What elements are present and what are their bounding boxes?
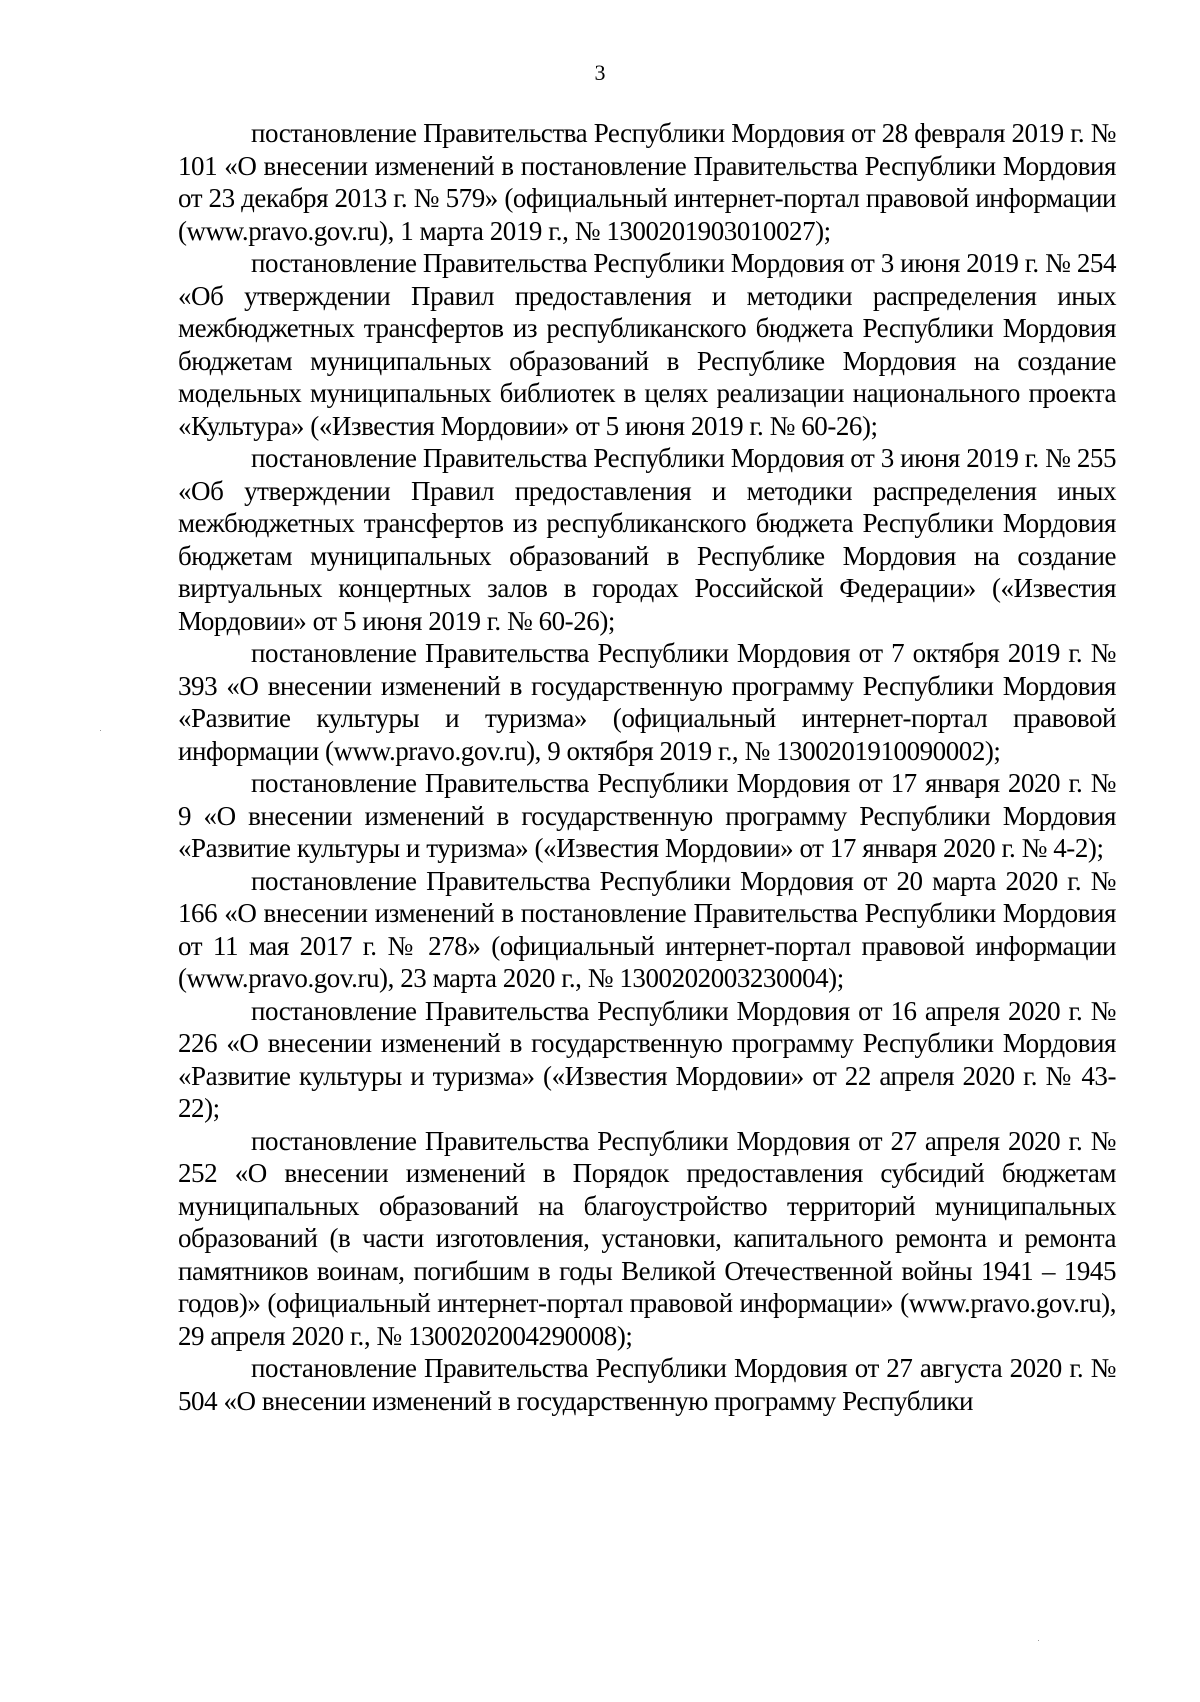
list-item: постановление Правительства Республики Мордовия от 16 апреля 2020 г. № 226 «О внесении изменений в государственную программу Республики Мордовия «Развитие культуры и туризма» («Известия Мордовии» от 22 апреля 2020 г. № 43-22); bbox=[178, 995, 1116, 1123]
scan-speck bbox=[1038, 1640, 1039, 1641]
document-body bbox=[178, 117, 1116, 1417]
list-item: постановление Правительства Республики Мордовия от 7 октября 2019 г. № 393 «О внесении изменений в государственную программу Республики Мордовия «Развитие культуры и туризма» (официальный интернет-портал правовой информации (www.pravo.gov.ru), 9 октября 2019 г., № 1300201910090002); bbox=[178, 638, 1116, 766]
page-number: 3 bbox=[594, 60, 606, 85]
list-item: постановление Правительства Республики Мордовия от 3 июня 2019 г. № 255 «Об утверждении Правил предоставления и методики распределения иных межбюджетных трансфертов из республиканского бюджета Республики Мордовия бюджетам муниципальных образований в Республике Мордовия на создание виртуальных концертных залов в городах Российской Федерации» («Известия Мордовии» от 5 июня 2019 г. № 60-26); bbox=[178, 443, 1116, 636]
list-item: постановление Правительства Республики Мордовия от 17 января 2020 г. № 9 «О внесении изменений в государственную программу Республики Мордовия «Развитие культуры и туризма» («Известия Мордовии» от 17 января 2020 г. № 4-2); bbox=[178, 768, 1116, 863]
list-item: постановление Правительства Республики Мордовия от 3 июня 2019 г. № 254 «Об утверждении Правил предоставления и методики распределения иных межбюджетных трансфертов из республиканского бюджета Республики Мордовия бюджетам муниципальных образований в Республике Мордовия на создание модельных муниципальных библиотек в целях реализации национального проекта «Культура» («Известия Мордовии» от 5 июня 2019 г. № 60-26); bbox=[178, 248, 1116, 441]
list-item: постановление Правительства Республики Мордовия от 20 марта 2020 г. № 166 «О внесении изменений в постановление Правительства Республики Мордовия от 11 мая 2017 г. № 278» (официальный интернет-портал правовой информации (www.pravo.gov.ru), 23 марта 2020 г., № 1300202003230004); bbox=[178, 865, 1116, 993]
list-item: постановление Правительства Республики Мордовия от 27 апреля 2020 г. № 252 «О внесении изменений в Порядок предоставления субсидий бюджетам муниципальных образований на благоустройство территорий муниципальных образований (в части изготовления, установки, капитального ремонта и ремонта памятников воинам, погибшим в годы Великой Отечественной войны 1941 – 1945 годов)» (официальный интернет-портал правовой информации» (www.pravo.gov.ru), 29 апреля 2020 г., № 1300202004290008); bbox=[178, 1125, 1116, 1351]
scan-speck bbox=[100, 730, 101, 731]
list-item: постановление Правительства Республики Мордовия от 28 февраля 2019 г. № 101 «О внесении изменений в постановление Правительства Республики Мордовия от 23 декабря 2013 г. № 579» (официальный интернет-портал правовой информации (www.pravo.gov.ru), 1 марта 2019 г., № 1300201903010027); bbox=[178, 118, 1116, 246]
list-item: постановление Правительства Республики Мордовия от 27 августа 2020 г. № 504 «О внесении изменений в государственную программу Республики bbox=[178, 1353, 1116, 1416]
